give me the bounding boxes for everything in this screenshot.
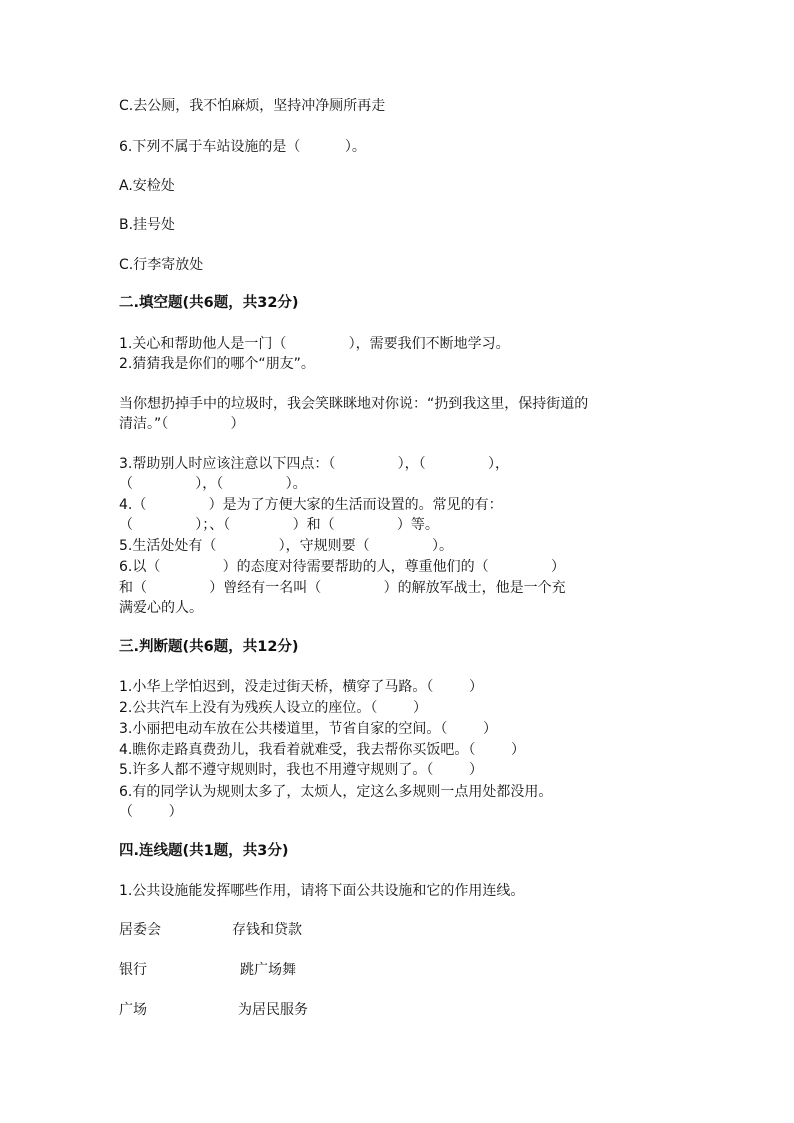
match-left-item: 广场 [119, 1002, 147, 1018]
section-4-title: 四.连线题(共1题，共3分) [119, 843, 289, 859]
match-left-item: 银行 [119, 962, 147, 978]
fill-line: 3.帮助别人时应该注意以下四点：（ ），（ ）， [119, 456, 509, 472]
match-stem: 1.公共设施能发挥哪些作用，请将下面公共设施和它的作用连线。 [119, 883, 525, 899]
judge-line: 5.许多人都不遵守规则时，我也不用遵守规则了。（ ） [119, 762, 483, 778]
fill-line: 6.以（ ）的态度对待需要帮助的人，尊重他们的（ ） [119, 559, 565, 575]
judge-line: 3.小丽把电动车放在公共楼道里，节省自家的空间。（ ） [119, 721, 497, 737]
judge-line: 4.瞧你走路真费劲儿，我看着就难受，我去帮你买饭吧。（ ） [119, 742, 525, 758]
q5-option-c: C.去公厕，我不怕麻烦，坚持冲净厕所再走 [119, 98, 386, 114]
fill-line: 和（ ）曾经有一名叫（ ）的解放军战士，他是一个充 [119, 580, 566, 596]
match-right-item: 存钱和贷款 [232, 922, 302, 938]
fill-line: 5.生活处处有（ ），守规则要（ ）。 [119, 538, 453, 554]
q6-stem: 6.下列不属于车站设施的是（ ）。 [119, 139, 366, 155]
q6-option-a: A.安检处 [119, 178, 175, 194]
section-2-title: 二.填空题(共6题，共32分) [119, 295, 299, 311]
fill-line: 满爱心的人。 [119, 600, 203, 616]
q6-option-b: B.挂号处 [119, 217, 176, 233]
match-left-item: 居委会 [119, 922, 161, 938]
judge-line: 6.有的同学认为规则太多了，太烦人，定这么多规则一点用处都没用。 [119, 784, 553, 800]
match-right-item: 为居民服务 [238, 1002, 308, 1018]
judge-line: 2.公共汽车上没有为残疾人设立的座位。（ ） [119, 700, 427, 716]
fill-line: 1.关心和帮助他人是一门（ ），需要我们不断地学习。 [119, 336, 510, 352]
fill-line: 当你想扔掉手中的垃圾时，我会笑眯眯地对你说：“扔到我这里，保持街道的 [119, 396, 589, 412]
fill-line: 2.猜猜我是你们的哪个“朋友”。 [119, 356, 315, 372]
fill-line: （ ）；、（ ）和（ ）等。 [119, 517, 439, 533]
fill-line: （ ），（ ）。 [119, 476, 307, 492]
judge-line: （ ） [119, 804, 183, 820]
fill-line: 清洁。”（ ） [119, 416, 245, 432]
fill-line: 4.（ ）是为了方便大家的生活而设置的。常见的有： [119, 497, 503, 513]
match-right-item: 跳广场舞 [240, 962, 296, 978]
section-3-title: 三.判断题(共6题，共12分) [119, 639, 299, 655]
judge-line: 1.小华上学怕迟到，没走过街天桥，横穿了马路。（ ） [119, 679, 483, 695]
q6-option-c: C.行李寄放处 [119, 257, 204, 273]
